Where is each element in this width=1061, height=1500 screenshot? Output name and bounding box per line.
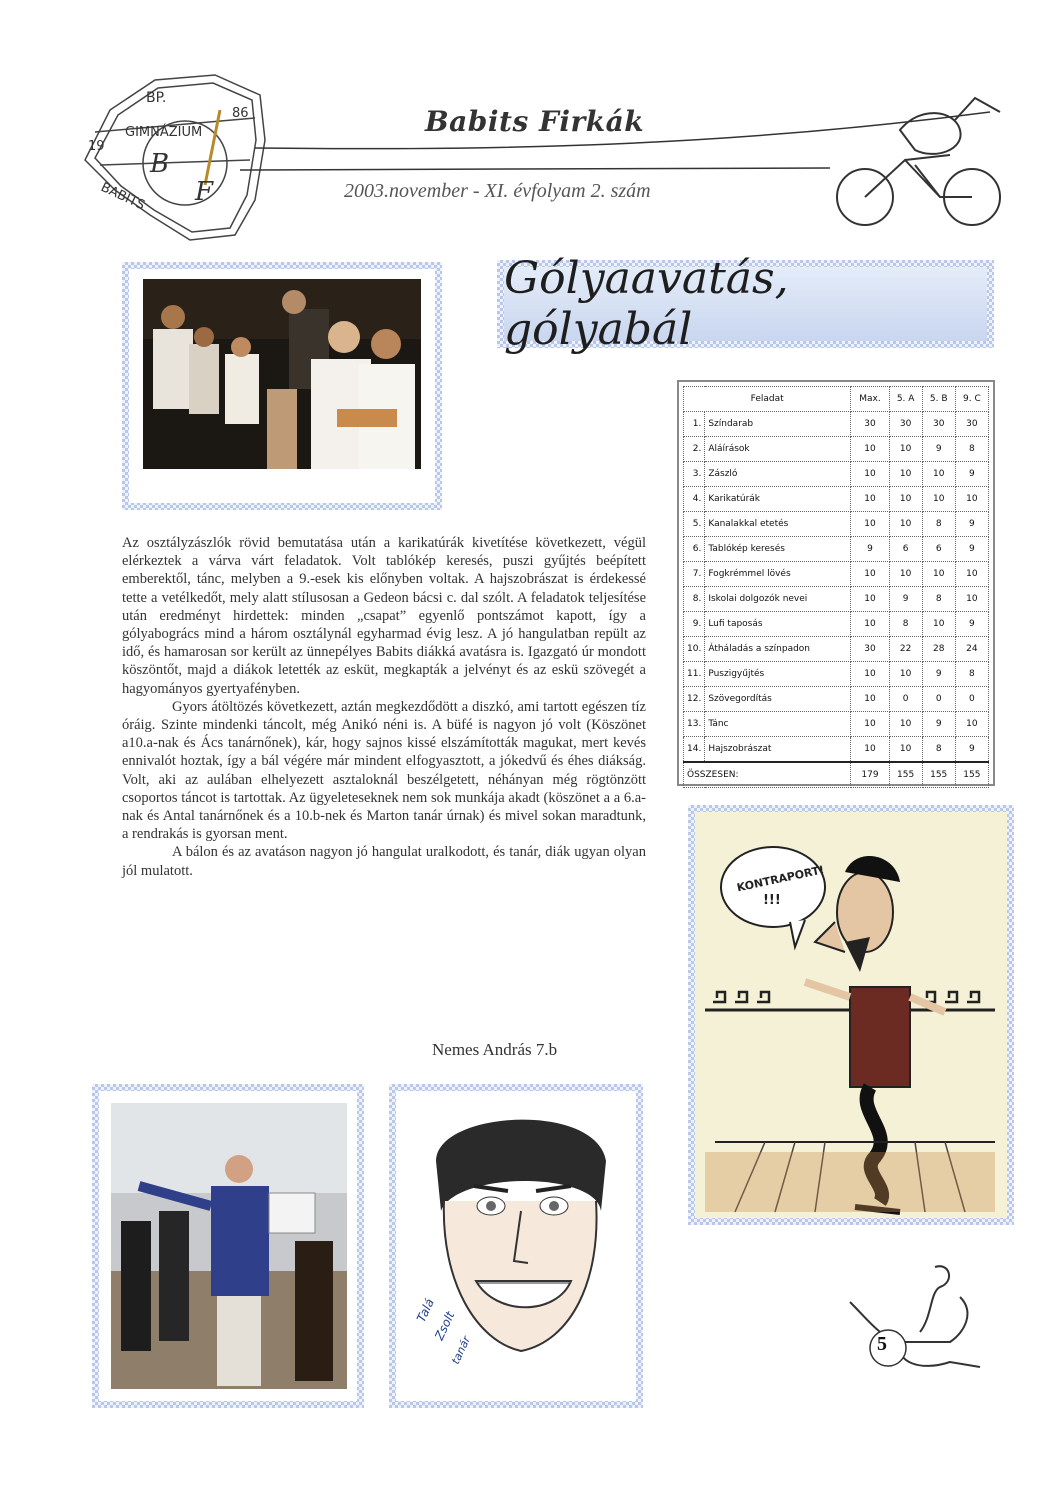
row-number: 2. [684, 437, 705, 462]
row-task: Aláírások [705, 437, 851, 462]
row-max: 30 [851, 412, 889, 437]
row-5a: 6 [889, 537, 922, 562]
row-9c: 10 [955, 712, 988, 737]
cartoon-teacher [695, 812, 1007, 1218]
row-5a: 10 [889, 487, 922, 512]
signature-line-2: Zsolt [432, 1309, 458, 1343]
row-5b: 6 [922, 537, 955, 562]
photo-frame-dance [92, 1084, 364, 1408]
crest-text-19: 19 [88, 139, 105, 154]
results-table [683, 386, 989, 788]
row-5a: 10 [889, 662, 922, 687]
crest-text-bp: BP. [146, 90, 167, 106]
row-task: Karikatúrák [705, 487, 851, 512]
row-max: 10 [851, 562, 889, 587]
row-task: Puszigyűjtés [705, 662, 851, 687]
row-5b: 8 [922, 587, 955, 612]
row-9c: 10 [955, 562, 988, 587]
row-task: Átháladás a színpadon [705, 637, 851, 662]
row-number: 3. [684, 462, 705, 487]
table-row [684, 412, 989, 437]
row-max: 10 [851, 462, 889, 487]
row-max: 10 [851, 737, 889, 763]
row-5b: 8 [922, 737, 955, 763]
row-task: Lufi taposás [705, 612, 851, 637]
row-max: 10 [851, 687, 889, 712]
row-task: Iskolai dolgozók nevei [705, 587, 851, 612]
row-task: Tánc [705, 712, 851, 737]
row-number: 4. [684, 487, 705, 512]
photo-frame-ceremony [122, 262, 442, 510]
row-9c: 10 [955, 587, 988, 612]
table-row [684, 562, 989, 587]
row-5b: 10 [922, 562, 955, 587]
total-label: ÖSSZESEN: [684, 762, 851, 788]
row-number: 9. [684, 612, 705, 637]
row-task: Szövegordítás [705, 687, 851, 712]
row-number: 13. [684, 712, 705, 737]
row-task: Zászló [705, 462, 851, 487]
row-number: 8. [684, 587, 705, 612]
row-task: Fogkrémmel lövés [705, 562, 851, 587]
table-row [684, 487, 989, 512]
row-5a: 0 [889, 687, 922, 712]
speech-bubble-exclaim: !!! [763, 893, 781, 908]
row-5a: 22 [889, 637, 922, 662]
row-5b: 9 [922, 662, 955, 687]
issue-line: 2003.november - XI. évfolyam 2. szám [344, 180, 651, 202]
row-task: Tablókép keresés [705, 537, 851, 562]
row-max: 9 [851, 537, 889, 562]
crest-text-gimnazium: GIMNÁZIUM [125, 125, 203, 140]
row-task: Színdarab [705, 412, 851, 437]
masthead [0, 0, 1061, 260]
row-5a: 9 [889, 587, 922, 612]
row-5b: 0 [922, 687, 955, 712]
page-number: 5 [877, 1333, 887, 1355]
row-9c: 8 [955, 662, 988, 687]
table-row [684, 687, 989, 712]
crest-letter-f: F [195, 177, 214, 207]
row-5a: 10 [889, 437, 922, 462]
row-number: 7. [684, 562, 705, 587]
row-max: 10 [851, 587, 889, 612]
table-total-row [684, 762, 989, 788]
signature-line-1: Talá [414, 1296, 437, 1325]
crest-letter-b: B [150, 149, 170, 179]
row-5b: 10 [922, 612, 955, 637]
caricature-drawing [396, 1091, 636, 1401]
row-9c: 0 [955, 687, 988, 712]
col-header-9c: 9. C [955, 387, 988, 412]
row-number: 11. [684, 662, 705, 687]
row-task: Kanalakkal etetés [705, 512, 851, 537]
stork-bicycle-icon [837, 98, 1000, 225]
row-9c: 8 [955, 437, 988, 462]
row-5a: 10 [889, 512, 922, 537]
row-9c: 9 [955, 612, 988, 637]
row-number: 14. [684, 737, 705, 763]
newspaper-title: Babits Firkák [425, 105, 645, 138]
total-5a: 155 [889, 762, 922, 788]
col-header-max: Max. [851, 387, 889, 412]
row-5a: 10 [889, 562, 922, 587]
table-row [684, 612, 989, 637]
photo-ceremony [129, 269, 435, 503]
table-row [684, 587, 989, 612]
row-5b: 30 [922, 412, 955, 437]
teacher-cartoon-image [695, 812, 1007, 1218]
heading-banner [497, 253, 994, 355]
article-body [122, 534, 646, 880]
table-row [684, 637, 989, 662]
row-max: 10 [851, 612, 889, 637]
article-paragraph-2: Gyors átöltözés következett, aztán megkezdődött a diszkó, ami tartott egészen tíz óráig. Szinte mindenki táncolt, még Anikó néni is. A büfé is nagyon jó volt (Köszönet a10.a-nak és Ács tanárnőnek), kár, hogy sajnos kissé elszámították magukat, mert kevés ennivalót hoztak, így a bál végére már mindent elfogyasztott, a jókedvű és éhes diákság. Volt, aki az aulában elhelyezett asztaloknál beszélgetett, néhányan még rögtönzött csoportos táncot is tartottak. Az ügyeleteseknek nem sok munkája akadt (köszönet a a 6.a-nak és Antal tanárnőnek és a 10.b-nek és Marton tanár úrnak) és mivel sokan maradtunk, a rendrakás is gyorsan ment. [122, 698, 646, 843]
caricature-face-image [396, 1091, 636, 1401]
speech-bubble-text: KONTRAPORT! [735, 863, 826, 895]
table-row [684, 537, 989, 562]
row-max: 10 [851, 437, 889, 462]
row-5b: 10 [922, 487, 955, 512]
row-9c: 24 [955, 637, 988, 662]
row-9c: 10 [955, 487, 988, 512]
dance-photo-image [99, 1091, 357, 1401]
school-crest-icon [85, 75, 265, 240]
row-9c: 9 [955, 737, 988, 763]
row-number: 12. [684, 687, 705, 712]
row-max: 10 [851, 662, 889, 687]
row-task: Hajszobrászat [705, 737, 851, 763]
cartoon-frame-teacher [688, 805, 1014, 1225]
article-paragraph-3: A bálon és az avatáson nagyon jó hangulat uralkodott, és tanár, diák ugyan olyan jól mulatott. [122, 844, 646, 879]
row-max: 10 [851, 712, 889, 737]
row-number: 5. [684, 512, 705, 537]
table-header-row [684, 387, 989, 412]
total-9c: 155 [955, 762, 988, 788]
row-5b: 10 [922, 462, 955, 487]
row-max: 10 [851, 487, 889, 512]
table-row [684, 462, 989, 487]
col-header-task: Feladat [684, 387, 851, 412]
total-5b: 155 [922, 762, 955, 788]
row-5a: 30 [889, 412, 922, 437]
crest-text-babits: BABITS [98, 180, 148, 214]
table-row [684, 437, 989, 462]
col-header-5b: 5. B [922, 387, 955, 412]
row-5a: 10 [889, 737, 922, 763]
table-row [684, 712, 989, 737]
goose-page-ornament-icon [840, 1262, 990, 1387]
col-header-5a: 5. A [889, 387, 922, 412]
author-signature: Nemes András 7.b [432, 1040, 558, 1059]
row-number: 1. [684, 412, 705, 437]
caricature-frame [389, 1084, 643, 1408]
row-5b: 9 [922, 437, 955, 462]
row-5a: 8 [889, 612, 922, 637]
row-number: 10. [684, 637, 705, 662]
table-row [684, 662, 989, 687]
row-5b: 8 [922, 512, 955, 537]
row-9c: 30 [955, 412, 988, 437]
article-heading: Gólyaavatás, gólyabál [504, 267, 987, 341]
row-5a: 10 [889, 712, 922, 737]
table-row [684, 737, 989, 763]
row-number: 6. [684, 537, 705, 562]
row-9c: 9 [955, 512, 988, 537]
row-max: 30 [851, 637, 889, 662]
ceremony-photo-image [129, 269, 435, 503]
row-5b: 28 [922, 637, 955, 662]
signature-line-3: tanár [448, 1334, 474, 1367]
row-5a: 10 [889, 462, 922, 487]
row-9c: 9 [955, 462, 988, 487]
total-max: 179 [851, 762, 889, 788]
article-paragraph-1: Az osztályzászlók rövid bemutatása után a karikatúrák kivetítése következett, végül elérkeztek a várva várt feladatok. Volt tablókép keresés, puszi gyűjtés beépített emberektől, tánc, melyben a 9.-esek kis előnyben voltak. A hajszobrászat is érdekessé tette a vetélkedőt, mely alatt stílusosan a Gedeon bácsi c. dal szólt. A feladatok teljesítése után eredményt hirdettek: minden „csapat” egyenlő pontszámot kapott, így a gólyabogrács mind a három osztálynál egyharmad évig lesz. A jó hangulatban repült az idő, és hamarosan sor került az ünnepélyes Babits diákká avatásra is. Igazgató úr mondott köszöntőt, majd a diákok letették az esküt, megkapták a jelvényt és az eskü szövegét a hagyományos gyertyafényben. [122, 535, 646, 697]
row-5b: 9 [922, 712, 955, 737]
row-max: 10 [851, 512, 889, 537]
row-9c: 9 [955, 537, 988, 562]
crest-text-86: 86 [232, 106, 249, 121]
score-table [677, 380, 995, 786]
photo-dance [99, 1091, 357, 1401]
table-row [684, 512, 989, 537]
